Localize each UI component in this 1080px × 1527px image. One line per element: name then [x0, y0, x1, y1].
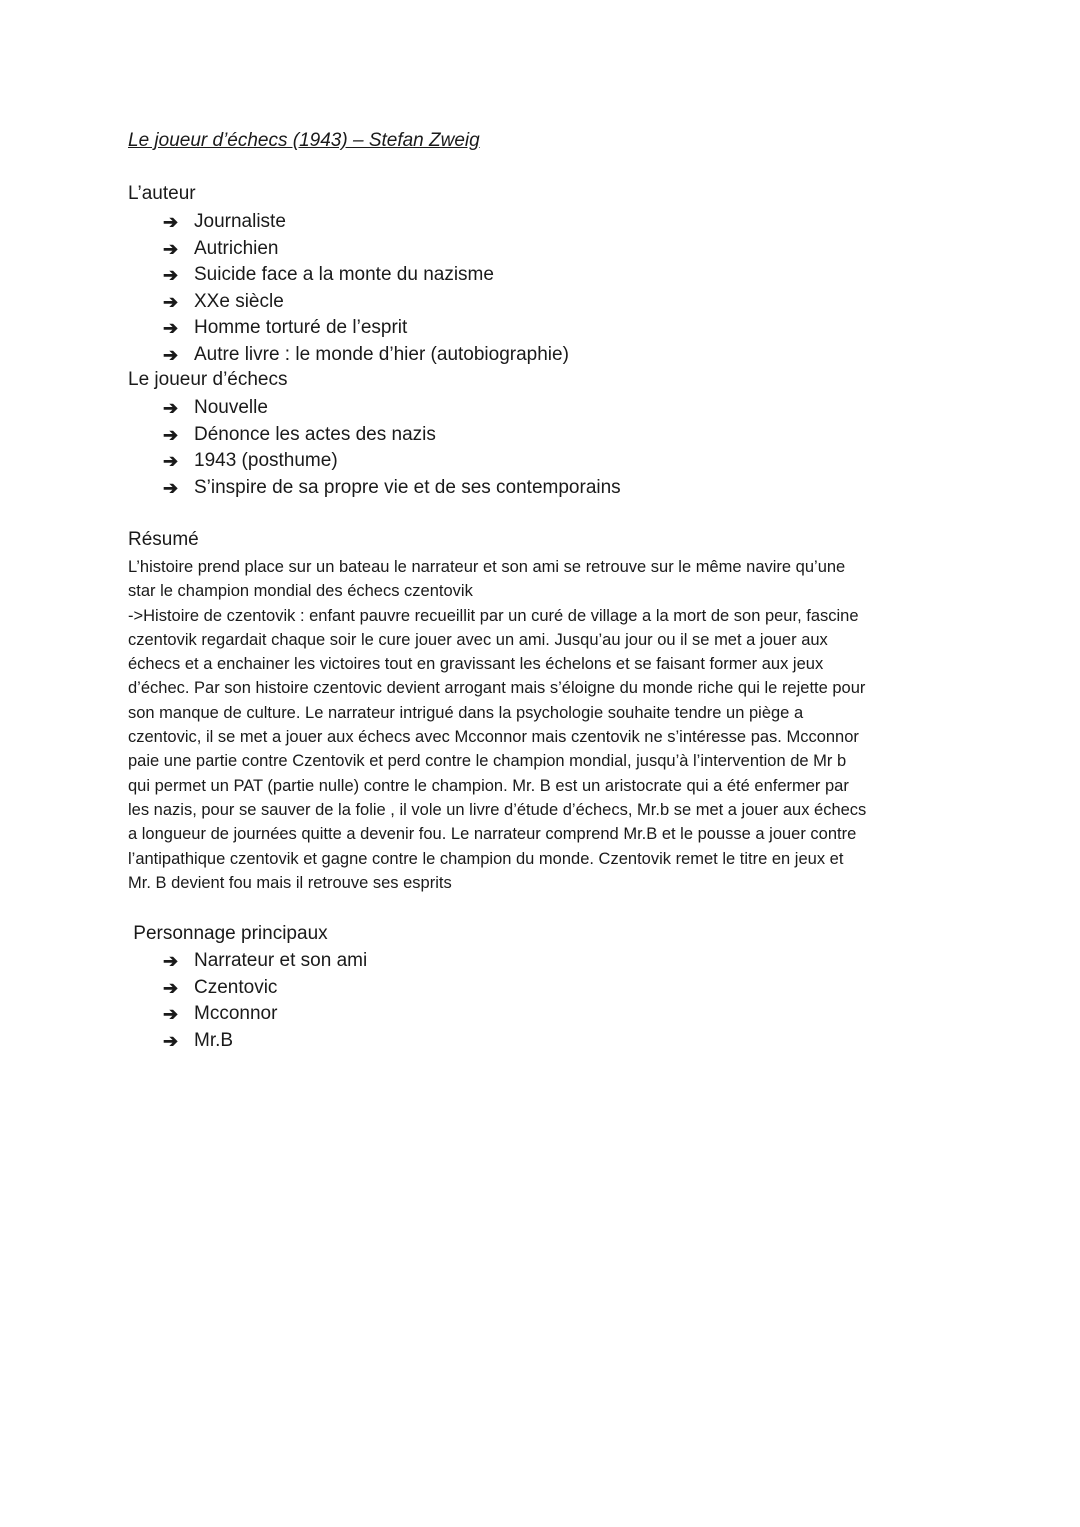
list-item-text: Suicide face a la monte du nazisme [194, 264, 494, 285]
list-item [163, 289, 569, 316]
list-item-text: 1943 (posthume) [194, 450, 338, 471]
list-item-text: Narrateur et son ami [194, 950, 368, 971]
list-item-text: Nouvelle [194, 397, 268, 418]
arrow-right-icon: ➔ [163, 265, 179, 286]
list-item-text: Mr.B [194, 1029, 234, 1051]
list-item [163, 395, 621, 422]
livre-list [163, 395, 621, 501]
section-heading-personnages: Personnage principaux [128, 923, 328, 944]
list-item [163, 342, 569, 369]
list-item-text: Homme torturé de l’esprit [194, 317, 408, 338]
list-item-text: XXe siècle [194, 290, 284, 312]
summary-line: les nazis, pour se sauver de la folie , il vole un livre d’étude d’échecs, Mr.b se met a jouer aux échecs [128, 800, 867, 819]
summary-line: a longueur de journées quitte a devenir fou. Le narrateur comprend Mr.B et le pousse a jouer contre [128, 825, 857, 844]
list-item [163, 1028, 367, 1055]
summary-line: paie une partie contre Czentovik et perd contre le champion mondial, jusqu’à l’intervention de Mr b [128, 752, 847, 771]
arrow-right-icon: ➔ [163, 318, 179, 339]
list-item-text: Journaliste [194, 211, 286, 232]
summary-line: czentovic, il se met a jouer aux échecs avec Mcconnor mais czentovik ne s’intéresse pas. Mcconnor [128, 728, 859, 747]
auteur-list [163, 209, 569, 368]
arrow-right-icon: ➔ [163, 344, 179, 365]
list-item-text: Autre livre : le monde d’hier (autobiographie) [194, 343, 569, 365]
arrow-right-icon: ➔ [163, 1004, 179, 1025]
list-item-text: Autrichien [194, 237, 279, 259]
list-item-text: S’inspire de sa propre vie et de ses contemporains [194, 476, 621, 498]
list-item-text: Czentovic [194, 976, 278, 998]
summary-line: son manque de culture. Le narrateur intrigué dans la psychologie souhaite tendre un piège a [128, 703, 804, 722]
summary-line: star le champion mondial des échecs czentovik [128, 582, 473, 601]
arrow-right-icon: ➔ [163, 291, 179, 312]
arrow-right-icon: ➔ [163, 424, 179, 445]
list-item [163, 422, 621, 449]
list-item [163, 236, 569, 263]
summary-line: Mr. B devient fou mais il retrouve ses esprits [128, 873, 452, 892]
section-heading-auteur: L’auteur [128, 183, 196, 204]
section-heading-livre: Le joueur d’échecs [128, 369, 288, 390]
list-item [163, 475, 621, 502]
summary-line: L’histoire prend place sur un bateau le narrateur et son ami se retrouve sur le même navire qu’une [128, 558, 846, 576]
list-item [163, 975, 367, 1002]
summary-line: échecs et a enchainer les victoires tout en gravissant les échelons et se faisant former aux jeux [128, 655, 824, 674]
document-title: Le joueur d’échecs (1943) – Stefan Zweig [128, 130, 480, 151]
summary-line: ->Histoire de czentovik : enfant pauvre recueillit par un curé de village a la mort de son peur, fascine [128, 606, 859, 625]
personnages-list [163, 948, 367, 1054]
arrow-right-icon: ➔ [163, 951, 179, 972]
list-item [163, 1001, 367, 1028]
arrow-right-icon: ➔ [163, 398, 179, 419]
list-item-text: Mcconnor [194, 1003, 278, 1024]
list-item [163, 315, 569, 342]
arrow-right-icon: ➔ [163, 477, 179, 498]
list-item [163, 948, 367, 975]
arrow-right-icon: ➔ [163, 1030, 179, 1051]
arrow-right-icon: ➔ [163, 977, 179, 998]
list-item-text: Dénonce les actes des nazis [194, 423, 436, 445]
summary-paragraph [128, 555, 958, 895]
section-heading-resume: Résumé [128, 529, 199, 550]
arrow-right-icon: ➔ [163, 451, 179, 472]
summary-line: qui permet un PAT (partie nulle) contre le champion. Mr. B est un aristocrate qui a été enfermer par [128, 776, 849, 795]
summary-line: czentovik regardait chaque soir le cure jouer avec un ami. Jusqu’au jour ou il se met a jouer aux [128, 630, 828, 649]
summary-line: l’antipathique czentovik et gagne contre le champion du monde. Czentovik remet le titre en jeux et [128, 849, 844, 868]
summary-line: d’échec. Par son histoire czentovic devient arrogant mais s’éloigne du monde riche qui le rejette pour [128, 679, 866, 698]
list-item [163, 448, 621, 475]
list-item [163, 209, 569, 236]
list-item [163, 262, 569, 289]
arrow-right-icon: ➔ [163, 238, 179, 259]
arrow-right-icon: ➔ [163, 212, 179, 233]
